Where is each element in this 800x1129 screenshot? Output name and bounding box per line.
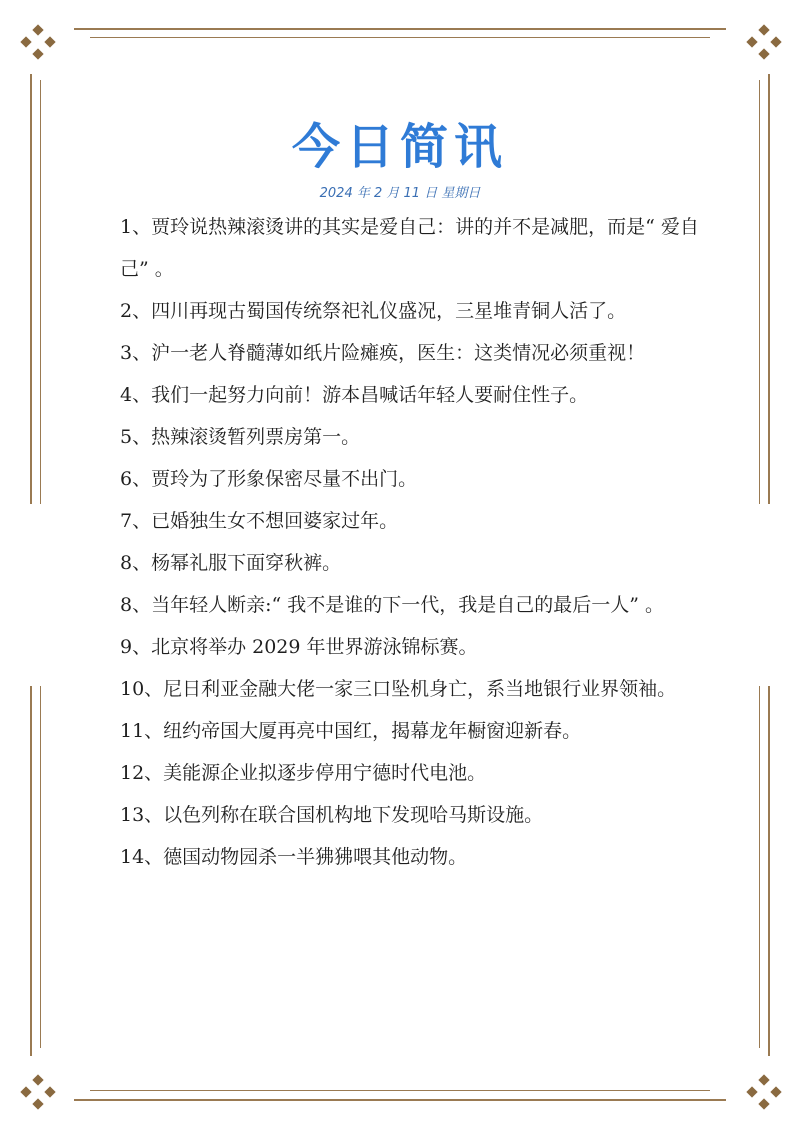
frame-left-line-lower bbox=[30, 686, 32, 1056]
news-item: 4、我们一起努力向前！游本昌喊话年轻人要耐住性子。 bbox=[120, 384, 589, 406]
news-item: 14、德国动物园杀一半狒狒喂其他动物。 bbox=[120, 846, 468, 868]
frame-right-line-lower bbox=[768, 686, 770, 1056]
news-item: 5、热辣滚烫暂列票房第一。 bbox=[120, 426, 361, 448]
news-item: 9、北京将举办 2029 年世界游泳锦标赛。 bbox=[120, 636, 478, 658]
frame-bottom-inner-line bbox=[90, 1090, 710, 1091]
date-line: 2024 年 2 月 11 日 星期日 bbox=[319, 186, 481, 201]
news-item: 2、四川再现古蜀国传统祭祀礼仪盛况，三星堆青铜人活了。 bbox=[120, 300, 627, 322]
news-list bbox=[120, 206, 700, 878]
frame-top-line bbox=[74, 28, 726, 30]
corner-ornament-top-left-icon bbox=[20, 24, 56, 60]
news-item: 13、以色列称在联合国机构地下发现哈马斯设施。 bbox=[120, 804, 544, 826]
frame-right-inner-line-lower bbox=[759, 686, 760, 1048]
corner-ornament-top-right-icon bbox=[746, 24, 782, 60]
frame-bottom-line bbox=[74, 1099, 726, 1101]
frame-left-inner-line-lower bbox=[40, 686, 41, 1048]
corner-ornament-bottom-right-icon bbox=[746, 1074, 782, 1110]
news-item: 11、纽约帝国大厦再亮中国红，揭幕龙年橱窗迎新春。 bbox=[120, 720, 582, 742]
news-item: 10、尼日利亚金融大佬一家三口坠机身亡，系当地银行业界领袖。 bbox=[120, 678, 677, 700]
news-item: 3、沪一老人脊髓薄如纸片险瘫痪，医生：这类情况必须重视！ bbox=[120, 342, 646, 364]
page-title: 今日简讯 bbox=[291, 119, 508, 175]
frame-top-inner-line bbox=[90, 37, 710, 38]
news-item: 8、当年轻人断亲:“ 我不是谁的下一代，我是自己的最后一人” 。 bbox=[120, 594, 664, 616]
news-item: 1、贾玲说热辣滚烫讲的其实是爱自己：讲的并不是减肥，而是“ 爱自己” 。 bbox=[120, 216, 699, 280]
news-item: 7、已婚独生女不想回婆家过年。 bbox=[120, 510, 399, 532]
corner-ornament-bottom-left-icon bbox=[20, 1074, 56, 1110]
news-item: 8、杨幂礼服下面穿秋裤。 bbox=[120, 552, 342, 574]
news-item: 6、贾玲为了形象保密尽量不出门。 bbox=[120, 468, 418, 490]
news-item: 12、美能源企业拟逐步停用宁德时代电池。 bbox=[120, 762, 487, 784]
